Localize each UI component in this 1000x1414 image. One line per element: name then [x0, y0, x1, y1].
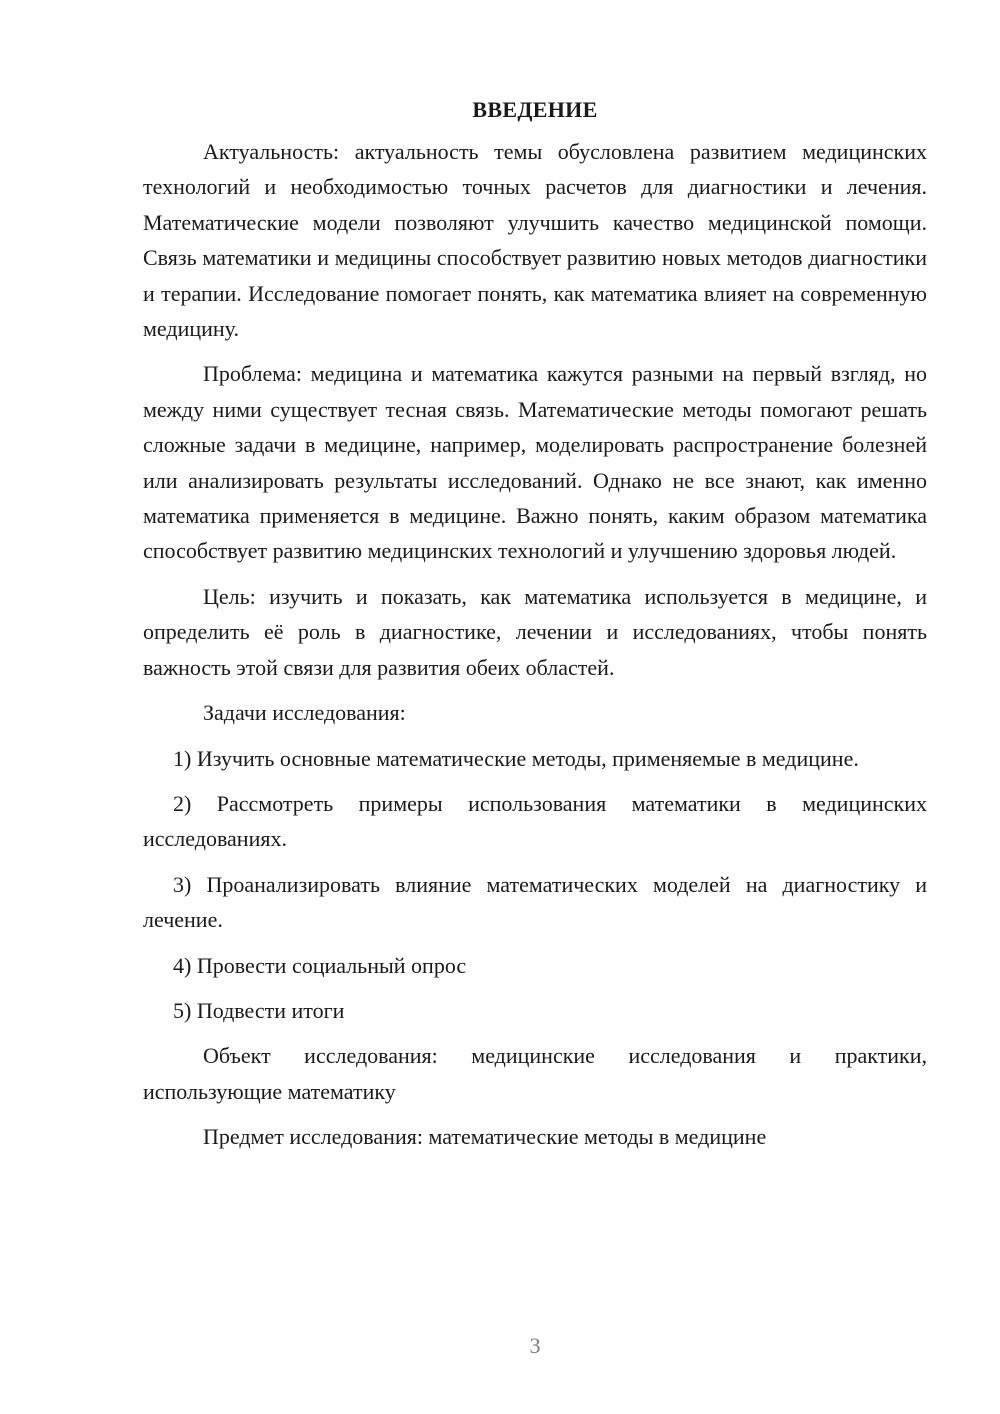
page-number: 3: [529, 1333, 541, 1358]
task-item-3: 3) Проанализировать влияние математических моделей на диагностику и лечение.: [143, 871, 927, 933]
paragraph-problem: Проблема: медицина и математика кажутся разными на первый взгляд, но между ними существует тесная связь. Математические методы помогают решать сложные задачи в медицине, например, моделировать распространение болезней или анализировать результаты исследований. Однако не все знают, как именно математика применяется в медицине. Важно понять, каким образом математика способствует развитию медицинских технологий и улучшению здоровья людей.: [143, 361, 927, 564]
page-title: ВВЕДЕНИЕ: [472, 97, 598, 122]
paragraph-object: Объект исследования: медицинские исследования и практики, использующие математику: [143, 1043, 927, 1104]
task-item-4: 4) Провести социальный опрос: [173, 952, 467, 978]
paragraph-goal: Цель: изучить и показать, как математика используется в медицине, и определить её роль в диагностике, лечении и исследованиях, чтобы понять важность этой связи для развития обеих областей.: [143, 583, 927, 680]
task-item-1: 1) Изучить основные математические методы, применяемые в медицине.: [173, 745, 859, 771]
paragraph-relevance: Актуальность: актуальность темы обусловлена развитием медицинских технологий и необходимостью точных расчетов для диагностики и лечения. Математические модели позволяют улучшить качество медицинской помощи. Связь математики и медицины способствует развитию новых методов диагностики и терапии. Исследование помогает понять, как математика влияет на современную медицину.: [143, 139, 927, 342]
paragraph-subject: Предмет исследования: математические методы в медицине: [203, 1124, 767, 1150]
task-item-2: 2) Рассмотреть примеры использования математики в медицинских исследованиях.: [143, 790, 927, 852]
tasks-heading: Задачи исследования:: [203, 700, 406, 726]
page-content: [143, 92, 927, 1165]
task-item-5: 5) Подвести итоги: [173, 997, 345, 1023]
